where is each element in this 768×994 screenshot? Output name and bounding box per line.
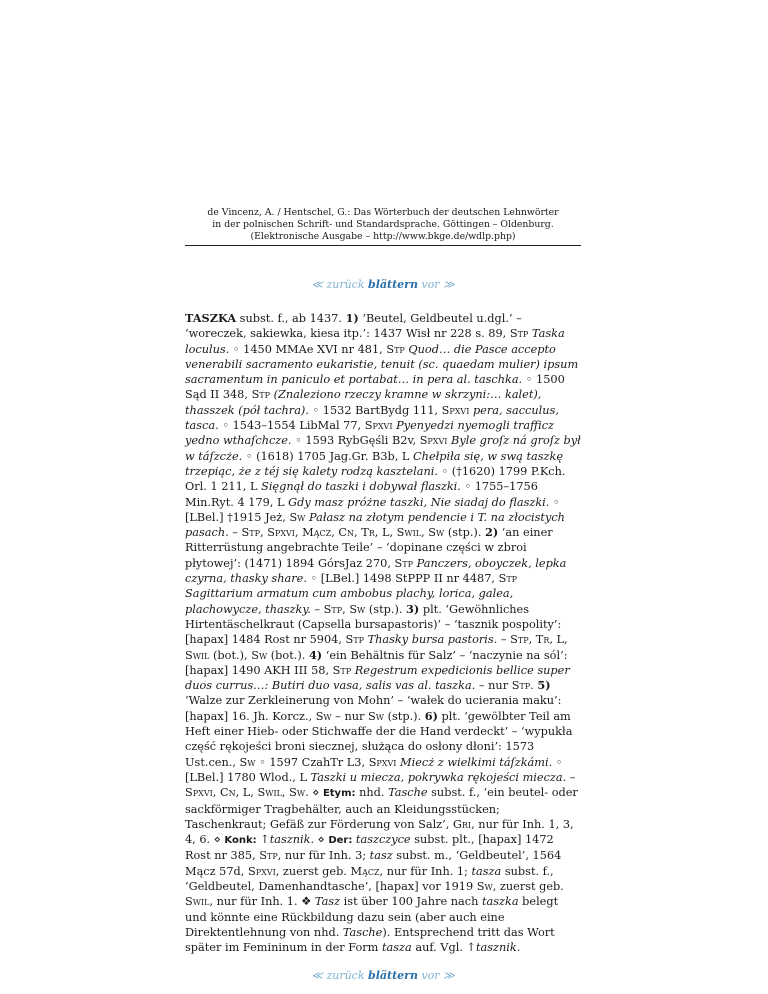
entry-segment: , (528, 633, 536, 647)
entry-segment: ◦ 1543–1554 LibMal 77, (218, 419, 365, 433)
entry-segment: Sw (251, 648, 268, 662)
entry-segment: , (281, 786, 290, 800)
entry-segment: – nur (331, 709, 369, 723)
entry-segment: , nur für Inh. 1, 3, 4, 6. ⋄ (185, 817, 574, 847)
entry-segment: Stp (259, 849, 278, 863)
headword: TASZKA (185, 311, 237, 325)
entry-segment: Tr (361, 526, 375, 540)
entry-segment: Sw (368, 709, 384, 723)
entry-segment: , (342, 602, 350, 616)
entry-segment: Byle groſz ná groſz był w táſzcże. (185, 434, 581, 463)
entry-segment: Stp (498, 572, 518, 586)
entry-segment: tasza (381, 941, 412, 955)
entry-segment: ◦ 1597 CzahTr L3, (255, 755, 369, 769)
entry-segment: – (566, 770, 576, 784)
entry-segment: ◦ [LBel.] 1498 StPPP II nr 4487, (306, 572, 499, 586)
entry-segment: Cn (338, 526, 355, 540)
citation-line-2: in der polnischen Schrift- und Standardsprache. Göttingen – Oldenburg. (212, 219, 554, 230)
citation-line-1: de Vincenz, A. / Hentschel, G.: Das Wörterbuch der deutschen Lehnwörter (207, 207, 559, 218)
entry-segment: , (212, 786, 220, 800)
entry-segment: 4) (308, 647, 323, 662)
entry-segment: ‘an einer Ritterrüstung angebrachte Teile’ – ‘dopinane części w zbroi płytowej’: (1471) 1894 GórsJaz 270, (185, 526, 553, 570)
entry-segment: Tasche (388, 786, 428, 800)
entry-segment: Taszki u miecza, pokrywka rękojeści miecza. (310, 770, 567, 784)
entry-segment: , zuerst geb. (492, 879, 564, 893)
entry-segment: ◦ 1532 BartBydg 111, (308, 403, 442, 417)
entry-segment: (stp.). (384, 709, 425, 723)
citation-header (185, 207, 581, 243)
entry-segment: ◦ 1593 RybGęśli B2v, (291, 434, 420, 448)
entry-segment: taszczyce (355, 833, 411, 847)
entry-segment: Regestrum expedicionis bellice super duos currus…: Butiri duo vasa, salis vas al. taszka. (185, 663, 570, 693)
entry-segment: Swil (185, 648, 210, 662)
entry-segment: , nur für Inh. 3; (277, 849, 370, 863)
entry-segment: Swil (185, 895, 210, 909)
entry-segment: subst. f., ‘ein beutel- oder sackförmiger Tragbehälter, auch an Kleidungsstücken; Taschenkraut; Gefäß zur Förderung von Salz’, (185, 786, 578, 831)
forward-link[interactable]: vor (421, 278, 440, 291)
entry-segment: 2) (485, 525, 499, 540)
entry-segment: Mącz (302, 526, 332, 540)
entry-segment: , L, (235, 786, 258, 800)
forward-arrows[interactable]: ≫ (443, 969, 455, 983)
entry-segment: (Znaleziono rzeczy kramne w skrzyni:… kalet), thasszek (pół tachra). (185, 388, 542, 417)
entry-segment: tasznik (269, 833, 311, 847)
entry-segment: , (294, 526, 303, 540)
entry-segment: Pyenyedzi nyemogli trafficz yedno wthaſchcze. (185, 419, 554, 448)
entry-segment: ◦ [LBel.] 1780 Wlod., L (185, 755, 563, 784)
entry-segment: Sw (315, 709, 332, 723)
entry-segment: Sw (349, 602, 366, 616)
entry-segment: tasz (369, 849, 393, 863)
entry-segment: Stp (394, 556, 414, 570)
back-link[interactable]: zurück (326, 969, 365, 983)
entry-segment: Cn (219, 786, 236, 800)
entry-segment: . ⋄ (305, 786, 323, 800)
entry-segment: ◦ (†1620) 1799 P.Kch. Orl. 1 211, L (185, 464, 566, 494)
entry-segment: tasza (471, 864, 502, 878)
back-arrows[interactable]: ≪ (311, 278, 323, 291)
entry-segment: , (331, 526, 339, 540)
entry-segment: Spxvi (364, 419, 393, 433)
entry-segment: – (228, 526, 242, 540)
entry-segment: Sw (428, 526, 445, 540)
entry-segment: Sw (289, 510, 306, 524)
entry-segment: Swil (396, 526, 422, 540)
entry-segment: – nur (475, 679, 512, 693)
entry-segment: Taska loculus. (185, 327, 565, 356)
entry-segment: Spxvi (267, 526, 295, 540)
entry-segment: ‘Beutel, Geldbeutel u.dgl.’ – ‘woreczek, sakiewka, kiesa itp.’: 1437 Wisł nr 228 s. 89, (185, 312, 522, 341)
entry-segment: plt. ‘gewölbter Teil am Heft einer Hieb- oder Stichwaffe der die Hand verdeckt’ – ‘wypukła część rękojeści broni siecznej, służąca do osłony dłoni’: 1573 Ust.cen., (185, 709, 573, 769)
entry-segment: Spxvi (185, 786, 213, 800)
entry-segment: , nur für Inh. 1. ❖ (209, 895, 315, 909)
entry-segment: (stp.). (444, 526, 485, 540)
entry-segment: Stp (386, 342, 405, 356)
entry-segment: subst. plt., [hapax] 1472 Rost nr 385, (185, 833, 554, 863)
entry-segment: Sięgnął do taszki i dobywał flaszki. (261, 480, 461, 494)
entry-segment: Stp (511, 679, 531, 693)
entry-segment: taszka (481, 895, 519, 909)
entry-segment: (bot.), (209, 648, 252, 662)
entry-segment: Tasz (314, 895, 341, 909)
entry-segment: . (530, 679, 538, 693)
entry-segment: Stp (332, 663, 352, 677)
entry-segment: 3) (406, 601, 420, 616)
entry-segment: Stp (251, 388, 271, 402)
entry-segment: subst. f., ‘Geldbeutel, Damenhandtasche’, [hapax] vor 1919 (185, 864, 554, 893)
entry-segment: Etym: (322, 788, 356, 800)
entry-segment: Tasche (342, 925, 383, 939)
entry-segment: belegt und könnte eine Rückbildung dazu sein (aber auch eine Direktentlehnung von nhd. (185, 895, 559, 939)
entry-segment: ◦ 1450 MMAe XVI nr 481, (229, 342, 387, 356)
entry-segment: – (497, 633, 511, 647)
entry-segment: (bot.). (267, 648, 309, 662)
entry-segment: nhd. (355, 786, 389, 800)
nav-top (185, 278, 581, 291)
entry-segment: ‘ein Behältnis für Salz’ – ‘naczynie na sól’: [hapax] 1490 AKH III 58, (185, 648, 568, 677)
entry-segment: subst. m., ‘Geldbeutel’, 1564 Mącz 57d, (185, 849, 562, 878)
entry-segment: Pałasz na złotym pendencie i T. na złocistych pasach. (185, 510, 565, 540)
forward-arrows[interactable]: ≫ (443, 278, 455, 291)
entry-segment: Spxvi (368, 755, 397, 769)
entry-segment: . (516, 941, 521, 955)
entry-segment: ◦ (1618) 1705 Jag.Gr. B3b, L (242, 449, 414, 463)
citation-line-3: (Elektronische Ausgabe – http://www.bkge.de/wdlp.php) (250, 231, 516, 242)
entry-segment: Gri (452, 817, 472, 831)
entry-segment: Stp (345, 633, 364, 647)
forward-link[interactable]: vor (421, 969, 440, 983)
entry-segment: ist über 100 Jahre nach (340, 895, 482, 909)
entry-segment: Spxvi (419, 434, 448, 448)
entry-segment: Quod… die Pasce accepto venerabili sacramento eukaristie, tenuit (sc. quaedam mulier) ipsum sacramentum in paniculo et portabat… in pera al. taschka. (185, 342, 579, 387)
entry-segment: 5) (537, 678, 551, 693)
entry-segment: 1) (345, 311, 359, 325)
entry-segment: ◦ [LBel.] †1915 Jeż, (185, 495, 560, 524)
entry-segment: Sw (289, 786, 306, 800)
document-page (185, 207, 581, 982)
entry-segment: Spxvi (247, 864, 276, 878)
entry-segment: Stp (241, 526, 261, 540)
entry-segment: tasznik (475, 941, 517, 955)
back-arrows[interactable]: ≪ (311, 969, 323, 983)
entry-segment: , nur für Inh. 1; (379, 864, 472, 878)
entry-segment: Mącz (350, 864, 380, 878)
entry-segment: Sagittarium armatum cum ambobus plachy, lorica, galea, plachowycze, thaszky. (185, 587, 514, 616)
entry-segment: , L, (374, 526, 397, 540)
entry-segment: auf. Vgl. ↑ (411, 941, 476, 955)
entry-segment: , zuerst geb. (275, 864, 351, 878)
entry-segment: Miecż z wielkimi táſzkámi. (400, 755, 553, 769)
entry-body (185, 312, 581, 954)
entry-segment: 6) (424, 708, 438, 723)
nav-bottom (185, 969, 581, 982)
entry-segment: , L, (549, 633, 568, 647)
entry-segment: (stp.). (365, 602, 407, 616)
entry-segment: Stp (510, 633, 529, 647)
entry-segment: Swil (257, 786, 282, 800)
entry-segment: Thasky bursa pastoris. (367, 633, 498, 647)
entry-segment: Gdy masz próżne taszki, Nie siadaj do flaszki. (288, 495, 550, 509)
entry-segment: ◦ 1500 Sąd II 348, (185, 373, 565, 402)
entry-segment: , (354, 526, 362, 540)
entry-segment: Panczers, oboyczek, lepka czyrna, thasky share. (185, 556, 567, 586)
entry-segment: Spxvi (441, 403, 470, 417)
entry-segment: Der: (328, 835, 353, 847)
entry-segment: Sw (239, 755, 256, 769)
dictionary-entry (185, 311, 581, 955)
entry-segment: . ⋄ (310, 833, 329, 847)
header-rule (185, 245, 581, 246)
entry-segment: Chełpiła się, w swą taszkę trzepiąc, że z téj się kalety rodzą kasztelani. (185, 449, 564, 478)
entry-segment: ◦ 1755–1756 Min.Ryt. 4 179, L (185, 480, 538, 509)
entry-segment: ↑ (256, 833, 270, 847)
entry-segment: , (260, 526, 268, 540)
browse-label: blättern (368, 278, 418, 291)
entry-segment: subst. f., ab 1437. (236, 312, 346, 325)
back-link[interactable]: zurück (326, 278, 365, 291)
entry-segment: Sw (476, 879, 493, 893)
entry-segment: Stp (323, 602, 343, 616)
entry-segment: plt. ‘Gewöhnliches Hirtentäschelkraut (Capsella bursapastoris)’ – ‘tasznik pospolity’: [hapax] 1484 Rost nr 5904, (185, 602, 562, 647)
browse-label: blättern (368, 969, 418, 983)
entry-segment: ). Entsprechend tritt das Wort später im Femininum in der Form (185, 925, 555, 955)
entry-segment: pera, sacculus, tasca. (185, 403, 559, 433)
entry-segment: Konk: (224, 835, 257, 847)
entry-segment: , (421, 526, 429, 540)
entry-segment: Stp (509, 327, 529, 341)
entry-segment: ‘Walze zur Zerkleinerung von Mohn’ – ‘wałek do ucierania maku’: [hapax] 16. Jh. Korcz., (185, 694, 562, 723)
entry-segment: Tr (535, 633, 550, 647)
entry-segment: – (310, 602, 324, 616)
